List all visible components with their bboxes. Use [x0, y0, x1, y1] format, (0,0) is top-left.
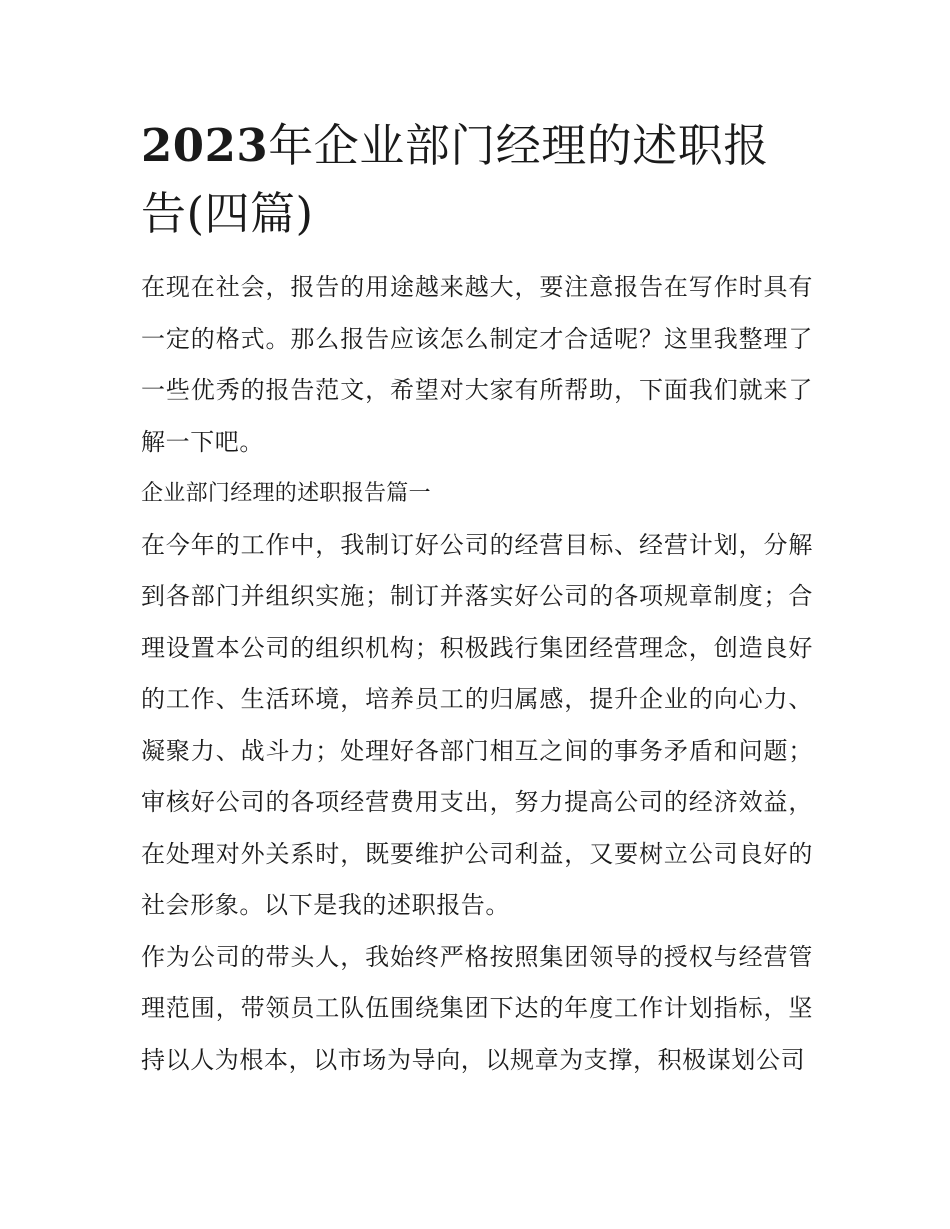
title-text: 年企业部门经理的述职报告(四篇): [141, 119, 769, 240]
body-paragraph-1: 在今年的工作中，我制订好公司的经营目标、经营计划，分解到各部门并组织实施；制订并落实好公司的各项规章制度；合理设置本公司的组织机构；积极践行集团经营理念，创造良好的工作、生活环境，培养员工的归属感，提升企业的向心力、凝聚力、战斗力；处理好各部门相互之间的事务矛盾和问题；审核好公司的各项经营费用支出，努力提高公司的经济效益，在处理对外关系时，既要维护公司利益，又要树立公司良好的社会形象。以下是我的述职报告。: [141, 530, 813, 919]
document-page: [141, 112, 813, 1086]
intro-paragraph: 在现在社会，报告的用途越来越大，要注意报告在写作时具有一定的格式。那么报告应该怎么制定才合适呢？这里我整理了一些优秀的报告范文，希望对大家有所帮助，下面我们就来了解一下吧。: [141, 273, 813, 456]
section-heading: 企业部门经理的述职报告篇一: [141, 481, 431, 506]
body-paragraph-2: 作为公司的带头人，我始终严格按照集团领导的授权与经营管理范围，带领员工队伍围绕集团下达的年度工作计划指标，坚持以人为根本，以市场为导向，以规章为支撑，积极谋划公司: [141, 942, 813, 1074]
document-title: [141, 112, 813, 248]
title-year: 2023: [141, 119, 269, 172]
